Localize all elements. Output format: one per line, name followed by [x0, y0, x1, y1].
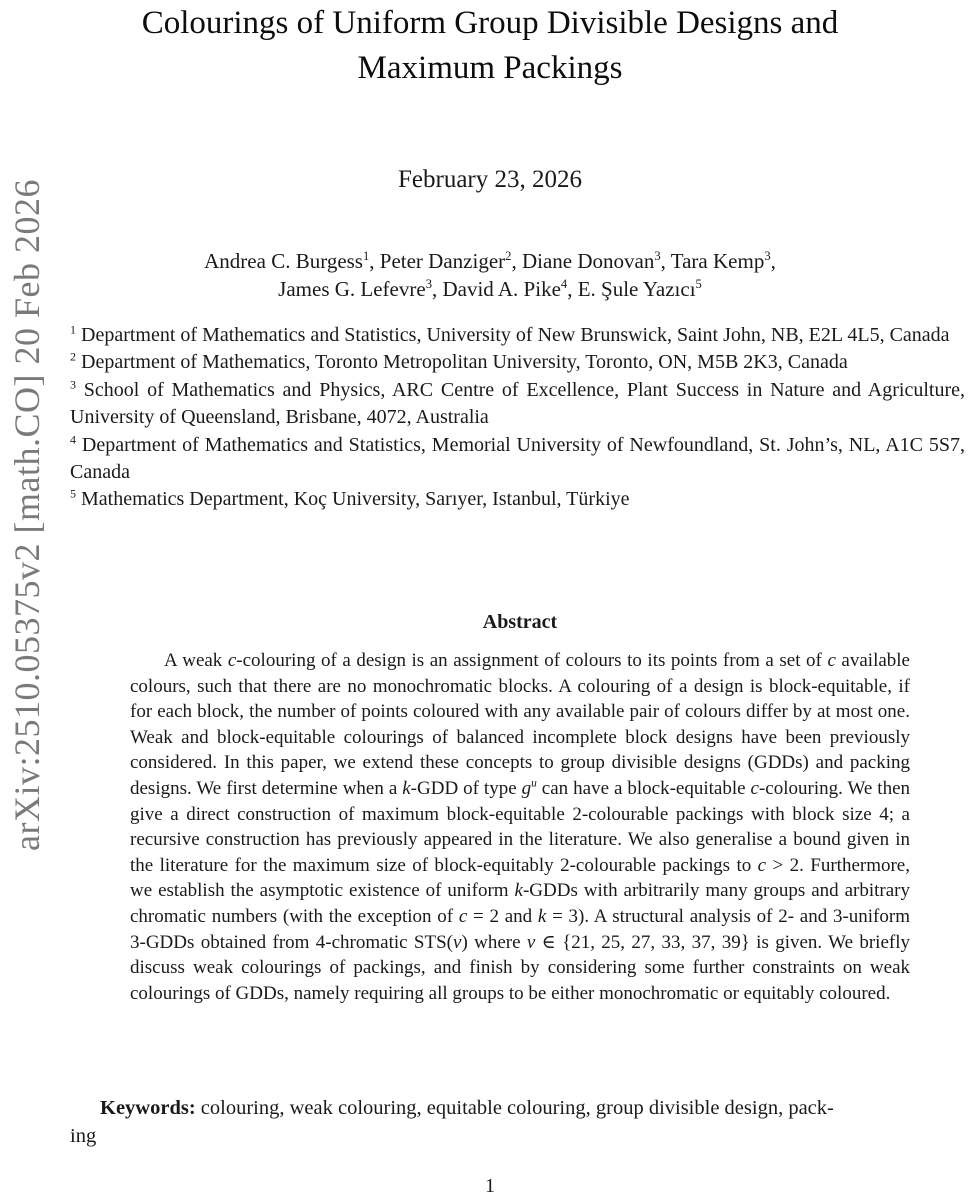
- publication-date: February 23, 2026: [398, 166, 582, 193]
- affiliation-list: [70, 322, 965, 514]
- paper-title-line-1: Colourings of Uniform Group Divisible Designs and: [141, 5, 839, 41]
- abstract-heading: Abstract: [482, 611, 558, 633]
- affiliation-4: $^4$ Department of Mathematics and Statistics, Memorial University of Newfoundland, St. John’s, NL, A1C 5S7, Canada: [70, 431, 965, 484]
- abstract-text: A weak c-colouring of a design is an assignment of colours to its points from a set of c available colours, such that there are no monochromatic blocks. A colouring of a design is block-equitable, if for each block, the number of points coloured with any available pair of colours differ by at most one. Weak and block-equitable colourings of balanced incomplete block designs have been previously considered. In this paper, we extend these concepts to group divisible designs (GDDs) and packing designs. We first determine when a k-GDD of type $g^u$ can have a block-equitable c-colouring. We then give a direct construction of maximum block-equitable 2-colourable packings with block size 4; a recursive construction has previously appeared in the literature. We also generalise a bound given in the literature for the maximum size of block-equitably 2-colourable packings to c > 2. Furthermore, we establish the asymptotic existence of uniform k-GDDs with arbitrarily many groups and arbitrary chromatic numbers (with the exception of c = 2 and k = 3). A structural analysis of 2- and 3-uniform 3-GDDs obtained from 4-chromatic STS(v) where v ∈ {21, 25, 27, 33, 37, 39} is given. We briefly discuss weak colourings of packings, and finish by considering some further constraints on weak colourings of GDDs, namely requiring all groups to be either monochromatic or equitably coloured.: [130, 650, 911, 1004]
- keywords-paragraph: Keywords: colouring, weak colouring, equitable colouring, group divisible design, pack- ing: [70, 1097, 834, 1147]
- page-number: 1: [485, 1175, 495, 1197]
- affiliation-3: $^3$ School of Mathematics and Physics, ARC Centre of Excellence, Plant Success in Nature and Agriculture, University of Queensland, Brisbane, 4072, Australia: [70, 377, 965, 429]
- paper-title: [0, 1, 980, 91]
- affiliation-5: $^5$ Mathematics Department, Koç University, Sarıyer, Istanbul, Türkiye: [70, 486, 630, 511]
- author-list: [0, 247, 980, 303]
- affiliation-1: $^1$ Department of Mathematics and Statistics, University of New Brunswick, Saint John, NB, E2L 4L5, Canada: [70, 322, 950, 346]
- author-line-1: Andrea C. Burgess$^1$, Peter Danziger$^2$, Diane Donovan$^3$, Tara Kemp$^3$,: [204, 249, 776, 273]
- author-line-2: James G. Lefevre$^3$, David A. Pike$^4$, E. Şule Yazıcı$^5$: [278, 277, 702, 301]
- paper-title-line-2: Maximum Packings: [357, 50, 623, 86]
- abstract-section: [130, 611, 910, 1006]
- arxiv-watermark: arXiv:2510.05375v2 [math.CO] 20 Feb 2026: [7, 179, 47, 851]
- affiliation-2: $^2$ Department of Mathematics, Toronto Metropolitan University, Toronto, ON, M5B 2K3, Canada: [70, 349, 848, 374]
